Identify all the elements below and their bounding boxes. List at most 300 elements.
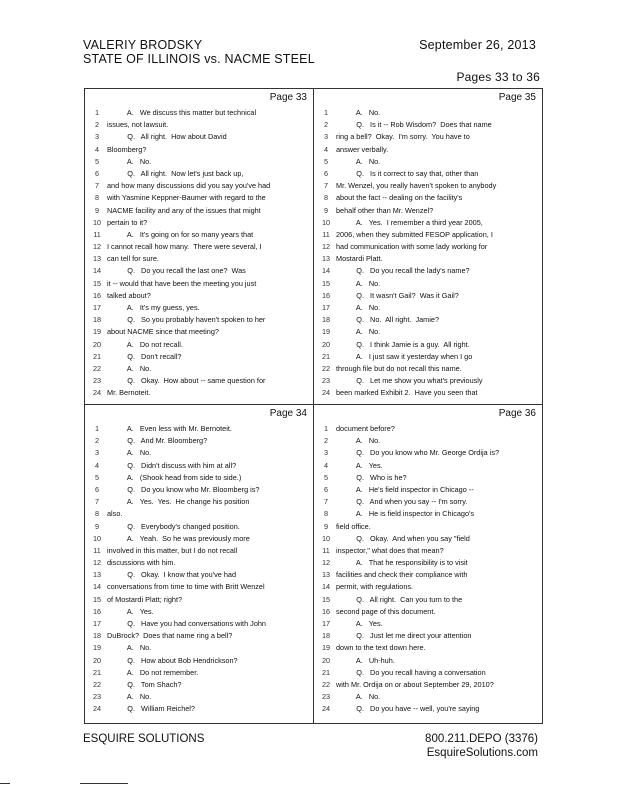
transcript-line — [85, 642, 311, 654]
transcript-panel-page-35 — [314, 89, 540, 404]
line-text: Q. Is it correct to say that, other than — [336, 168, 479, 178]
transcript-line — [85, 217, 311, 229]
line-text: Q. Do you recall having a conversation — [336, 667, 486, 677]
line-number: 3 — [323, 132, 329, 142]
line-text: second page of this document. — [336, 606, 436, 616]
transcript-line — [85, 533, 311, 545]
line-number: 9 — [94, 521, 100, 531]
transcript-line — [314, 217, 540, 229]
line-number: 20 — [321, 655, 331, 665]
transcript-line — [314, 569, 540, 581]
line-number: 11 — [322, 545, 330, 555]
line-number: 8 — [94, 509, 100, 519]
scan-mark — [80, 783, 128, 784]
line-number: 4 — [94, 144, 100, 154]
line-text: A. No. — [107, 363, 152, 373]
transcript-line — [85, 168, 311, 180]
line-text: answer verbally. — [336, 144, 389, 154]
line-text: Q. Do you know who Mr. Bloomberg is? — [107, 484, 260, 494]
line-text: with Mr. Ordija on or about September 29, 2010? — [336, 679, 494, 689]
line-number: 22 — [92, 679, 102, 689]
transcript-line — [314, 278, 540, 290]
line-text: NACME facility and any of the issues that might — [107, 205, 261, 215]
line-number: 24 — [321, 704, 331, 714]
line-text: A. No. — [336, 278, 381, 288]
line-text: with Yasmine Keppner-Baumer with regard to the — [107, 193, 266, 203]
transcript-panel-page-34 — [85, 405, 311, 720]
transcript-line — [85, 205, 311, 217]
line-number: 5 — [94, 472, 100, 482]
line-number: 23 — [321, 376, 331, 386]
line-text: Q. Okay. And when you say "field — [336, 533, 470, 543]
transcript-line — [314, 131, 540, 143]
line-number: 13 — [321, 570, 331, 580]
line-text: A. No. — [107, 448, 152, 458]
line-text: Q. Tom Shach? — [107, 679, 182, 689]
line-text: Mr. Bernoteit. — [107, 388, 151, 398]
transcript-line — [85, 606, 311, 618]
footer-website: EsquireSolutions.com — [426, 747, 538, 759]
line-number: 15 — [92, 278, 102, 288]
line-text: permit, with regulations. — [336, 582, 414, 592]
line-number: 18 — [92, 631, 102, 641]
line-number: 8 — [94, 193, 100, 203]
transcript-lines — [85, 107, 311, 400]
transcript-panel-page-36 — [314, 405, 540, 720]
line-text: conversations from time to time with Britt Wenzel — [107, 582, 265, 592]
line-text: Q. So you probably haven't spoken to her — [107, 315, 266, 325]
transcript-line — [314, 545, 540, 557]
line-text: been marked Exhibit 2. Have you seen that — [336, 388, 478, 398]
transcript-line — [85, 156, 311, 168]
line-text: about NACME since that meeting? — [107, 327, 219, 337]
line-text: A. He's field inspector in Chicago -- — [336, 484, 474, 494]
line-text: A. Yes. — [336, 619, 383, 628]
transcript-line — [314, 557, 540, 569]
line-number: 14 — [321, 582, 331, 592]
line-text: A. No. — [107, 692, 152, 702]
line-text: A. It's going on for so many years that — [107, 229, 254, 239]
line-number: 12 — [321, 558, 331, 568]
transcript-line — [314, 521, 540, 533]
line-number: 7 — [94, 181, 100, 191]
case-title: STATE OF ILLINOIS vs. NACME STEEL — [83, 52, 315, 66]
line-text: Q. Everybody's changed position. — [107, 521, 240, 531]
transcript-line — [85, 703, 311, 715]
line-text: Q. William Reichel? — [107, 704, 195, 714]
line-text: A. No. — [336, 303, 381, 312]
line-number: 12 — [321, 242, 331, 252]
transcript-line — [85, 253, 311, 265]
line-text: A. Yes. — [107, 606, 154, 616]
transcript-line — [314, 691, 540, 703]
transcript-grid — [84, 88, 543, 724]
transcript-line — [314, 265, 540, 277]
line-number: 20 — [321, 339, 331, 349]
transcript-line — [85, 581, 311, 593]
transcript-line — [314, 205, 540, 217]
transcript-line — [314, 460, 540, 472]
transcript-line — [314, 484, 540, 496]
transcript-line — [85, 229, 311, 241]
line-number: 19 — [92, 643, 102, 653]
line-text: Q. Just let me direct your attention — [336, 631, 472, 641]
line-number: 11 — [322, 229, 330, 239]
line-number: 5 — [323, 472, 329, 482]
transcript-line — [85, 351, 311, 363]
line-number: 4 — [323, 460, 329, 470]
line-number: 23 — [321, 692, 331, 702]
transcript-line — [314, 642, 540, 654]
line-text: and how many discussions did you say you've had — [107, 181, 271, 191]
line-text: A. Yes. I remember a third year 2005, — [336, 217, 483, 227]
transcript-line — [85, 180, 311, 192]
line-text: through file but do not recall this name. — [336, 363, 462, 373]
panel-page-number: Page 34 — [269, 408, 307, 419]
line-text: Q. Let me show you what's previously — [336, 376, 483, 386]
transcript-line — [85, 363, 311, 375]
line-number: 19 — [92, 327, 102, 337]
transcript-line — [314, 253, 540, 265]
transcript-line — [314, 496, 540, 508]
transcript-line — [85, 447, 311, 459]
line-text: A. Do not recall. — [107, 339, 183, 349]
line-text: A. No. — [336, 156, 381, 166]
line-text: A. We discuss this matter but technical — [107, 108, 257, 117]
line-text: A. No. — [336, 327, 381, 337]
line-text: about the fact -- dealing on the facility's — [336, 193, 463, 203]
line-text: A. No. — [336, 436, 381, 446]
line-text: Q. Who is he? — [336, 472, 407, 482]
transcript-line — [85, 423, 311, 435]
line-number: 13 — [92, 570, 102, 580]
line-number: 18 — [321, 631, 331, 641]
line-number: 9 — [323, 205, 329, 215]
line-text: Q. Do you know who Mr. George Ordija is? — [336, 448, 500, 458]
line-number: 19 — [321, 643, 331, 653]
line-number: 3 — [94, 132, 100, 142]
line-number: 6 — [94, 168, 100, 178]
line-text: Q. Do you have -- well, you're saying — [336, 704, 480, 714]
line-text: A. No. — [336, 108, 381, 117]
line-text: Q. No. All right. Jamie? — [336, 315, 440, 325]
transcript-line — [85, 387, 311, 399]
line-number: 6 — [94, 484, 100, 494]
line-text: A. Do not remember. — [107, 667, 199, 677]
scan-mark — [0, 783, 10, 784]
transcript-line — [314, 667, 540, 679]
line-number: 21 — [321, 351, 331, 361]
transcript-line — [314, 679, 540, 691]
transcript-line — [314, 581, 540, 593]
transcript-line — [85, 314, 311, 326]
line-number: 5 — [323, 156, 329, 166]
transcript-line — [314, 594, 540, 606]
transcript-line — [314, 168, 540, 180]
line-number: 8 — [323, 193, 329, 203]
line-text: ring a bell? Okay. I'm sorry. You have to — [336, 132, 470, 142]
line-text: Q. I think Jamie is a guy. All right. — [336, 339, 470, 349]
line-text: can tell for sure. — [107, 254, 159, 264]
line-number: 9 — [94, 205, 100, 215]
witness-name: VALERIY BRODSKY — [83, 38, 203, 52]
transcript-lines — [85, 423, 311, 716]
transcript-line — [314, 387, 540, 399]
line-number: 14 — [321, 266, 331, 276]
line-text: A. Yeah. So he was previously more — [107, 533, 250, 543]
line-number: 11 — [93, 545, 101, 555]
line-number: 18 — [92, 315, 102, 325]
line-number: 2 — [94, 436, 100, 446]
line-text: inspector," what does that mean? — [336, 545, 444, 555]
line-number: 21 — [92, 351, 102, 361]
line-number: 10 — [321, 533, 331, 543]
line-number: 15 — [321, 594, 331, 604]
transcript-line — [314, 119, 540, 131]
line-number: 5 — [94, 156, 100, 166]
line-number: 2 — [323, 120, 329, 130]
line-number: 2 — [323, 436, 329, 446]
footer-company: ESQUIRE SOLUTIONS — [83, 733, 205, 745]
line-text: of Mostardi Platt; right? — [107, 594, 183, 604]
transcript-line — [314, 180, 540, 192]
line-number: 4 — [323, 144, 329, 154]
line-number: 6 — [323, 168, 329, 178]
line-number: 8 — [323, 509, 329, 519]
transcript-lines — [314, 423, 540, 716]
line-number: 16 — [321, 290, 331, 300]
line-number: 15 — [92, 594, 102, 604]
transcript-line — [85, 339, 311, 351]
line-text: Q. Okay. I know that you've had — [107, 570, 237, 580]
line-number: 1 — [94, 108, 100, 117]
transcript-line — [314, 156, 540, 168]
transcript-line — [85, 545, 311, 557]
line-text: discussions with him. — [107, 558, 176, 568]
transcript-line — [85, 278, 311, 290]
line-text: it -- would that have been the meeting you just — [107, 278, 257, 288]
line-number: 13 — [92, 254, 102, 264]
line-text: A. He is field inspector in Chicago's — [336, 509, 475, 519]
footer-phone: 800.211.DEPO (3376) — [425, 733, 538, 745]
page-range: Pages 33 to 36 — [456, 70, 540, 84]
transcript-line — [85, 569, 311, 581]
line-number: 6 — [323, 484, 329, 494]
line-text: A. Even less with Mr. Bernoteit. — [107, 424, 232, 433]
line-text: A. No. — [336, 692, 381, 702]
line-text: had communication with some lady working for — [336, 242, 488, 252]
line-number: 23 — [92, 692, 102, 702]
line-text: Q. All right. Can you turn to the — [336, 594, 463, 604]
line-number: 21 — [321, 667, 331, 677]
line-text: pertain to it? — [107, 217, 148, 227]
transcript-line — [314, 290, 540, 302]
transcript-line — [85, 691, 311, 703]
transcript-line — [85, 679, 311, 691]
transcript-line — [85, 460, 311, 472]
line-text: Q. It wasn't Gail? Was it Gail? — [336, 290, 459, 300]
line-number: 9 — [323, 521, 329, 531]
transcript-line — [85, 192, 311, 204]
line-number: 4 — [94, 460, 100, 470]
transcript-line — [314, 703, 540, 715]
line-number: 19 — [321, 327, 331, 337]
line-text: DuBrock? Does that name ring a bell? — [107, 631, 233, 641]
line-text: Mostardi Platt. — [336, 254, 383, 264]
line-number: 1 — [323, 424, 329, 433]
transcript-line — [85, 496, 311, 508]
panel-page-number: Page 33 — [269, 92, 307, 103]
line-text: Q. Don't recall? — [107, 351, 182, 361]
line-number: 16 — [92, 606, 102, 616]
transcript-line — [314, 618, 540, 630]
line-text: document before? — [336, 424, 395, 433]
transcript-line — [314, 447, 540, 459]
line-text: A. No. — [107, 156, 152, 166]
line-text: Q. Okay. How about -- same question for — [107, 376, 266, 386]
transcript-line — [85, 630, 311, 642]
line-number: 13 — [321, 254, 331, 264]
transcript-line — [314, 533, 540, 545]
transcript-line — [314, 339, 540, 351]
line-number: 15 — [321, 278, 331, 288]
line-text: A. Yes. — [336, 460, 383, 470]
line-number: 16 — [321, 606, 331, 616]
line-number: 18 — [321, 315, 331, 325]
transcript-line — [85, 144, 311, 156]
line-text: Q. And Mr. Bloomberg? — [107, 436, 208, 446]
transcript-line — [85, 655, 311, 667]
transcript-line — [85, 302, 311, 314]
line-text: also. — [107, 509, 123, 519]
line-number: 16 — [92, 290, 102, 300]
line-number: 20 — [92, 655, 102, 665]
line-number: 17 — [92, 303, 102, 312]
line-number: 22 — [92, 363, 102, 373]
transcript-line — [85, 131, 311, 143]
line-text: Bloomberg? — [107, 144, 147, 154]
transcript-line — [85, 265, 311, 277]
transcript-line — [85, 594, 311, 606]
line-text: A. It's my guess, yes. — [107, 303, 200, 312]
panel-page-number: Page 35 — [498, 92, 536, 103]
transcript-line — [314, 423, 540, 435]
line-text: behalf other than Mr. Wenzel? — [336, 205, 434, 215]
line-text: facilities and check their compliance with — [336, 570, 468, 580]
line-text: Q. Do you recall the lady's name? — [336, 266, 470, 276]
transcript-line — [85, 618, 311, 630]
line-text: A. (Shook head from side to side.) — [107, 472, 242, 482]
line-number: 23 — [92, 376, 102, 386]
line-number: 12 — [92, 242, 102, 252]
line-text: I cannot recall how many. There were several, I — [107, 242, 262, 252]
line-text: Q. All right. How about David — [107, 132, 227, 142]
line-number: 20 — [92, 339, 102, 349]
transcript-line — [314, 326, 540, 338]
transcript-line — [314, 241, 540, 253]
line-text: field office. — [336, 521, 371, 531]
transcript-line — [314, 229, 540, 241]
line-number: 22 — [321, 363, 331, 373]
transcript-line — [85, 667, 311, 679]
transcript-line — [314, 375, 540, 387]
transcript-line — [314, 472, 540, 484]
line-text: involved in this matter, but I do not recall — [107, 545, 238, 555]
line-number: 21 — [92, 667, 102, 677]
transcript-line — [85, 107, 311, 119]
line-number: 24 — [321, 388, 331, 398]
line-number: 7 — [323, 497, 329, 507]
transcript-line — [85, 508, 311, 520]
transcript-line — [314, 107, 540, 119]
transcript-line — [314, 630, 540, 642]
transcript-line — [85, 119, 311, 131]
line-text: A. No. — [107, 643, 152, 653]
transcript-line — [85, 557, 311, 569]
line-number: 22 — [321, 679, 331, 689]
line-text: A. That he responsibility is to visit — [336, 558, 468, 568]
line-number: 1 — [94, 424, 100, 433]
transcript-line — [314, 302, 540, 314]
line-number: 1 — [323, 108, 329, 117]
transcript-line — [85, 326, 311, 338]
transcript-line — [314, 655, 540, 667]
line-number: 10 — [92, 217, 102, 227]
transcript-line — [314, 144, 540, 156]
transcript-line — [85, 521, 311, 533]
transcript-line — [85, 435, 311, 447]
line-number: 12 — [92, 558, 102, 568]
line-number: 17 — [321, 619, 331, 628]
line-text: Q. Is it -- Rob Wisdom? Does that name — [336, 120, 492, 130]
line-text: Q. Do you recall the last one? Was — [107, 266, 246, 276]
line-text: Q. All right. Now let's just back up, — [107, 168, 244, 178]
transcript-line — [314, 606, 540, 618]
transcript-line — [85, 472, 311, 484]
transcript-line — [314, 508, 540, 520]
line-text: talked about? — [107, 290, 151, 300]
line-number: 10 — [92, 533, 102, 543]
line-number: 7 — [323, 181, 329, 191]
transcript-line — [314, 363, 540, 375]
line-text: Q. Have you had conversations with John — [107, 619, 266, 628]
line-number: 10 — [321, 217, 331, 227]
line-number: 3 — [94, 448, 100, 458]
line-number: 7 — [94, 497, 100, 507]
line-number: 14 — [92, 266, 102, 276]
transcript-line — [314, 351, 540, 363]
line-text: A. Yes. Yes. He change his position — [107, 497, 250, 507]
transcript-line — [85, 375, 311, 387]
transcript-line — [314, 435, 540, 447]
line-text: A. I just saw it yesterday when I go — [336, 351, 473, 361]
transcript-line — [85, 290, 311, 302]
line-text: Mr. Wenzel, you really haven't spoken to anybody — [336, 181, 497, 191]
transcript-line — [314, 192, 540, 204]
line-number: 2 — [94, 120, 100, 130]
line-number: 14 — [92, 582, 102, 592]
line-number: 24 — [92, 388, 102, 398]
line-number: 17 — [321, 303, 331, 312]
line-number: 24 — [92, 704, 102, 714]
line-number: 11 — [93, 229, 101, 239]
line-text: Q. Didn't discuss with him at all? — [107, 460, 237, 470]
transcript-lines — [314, 107, 540, 400]
line-text: issues, not lawsuit. — [107, 120, 169, 130]
line-text: A. Uh-huh. — [336, 655, 395, 665]
line-number: 3 — [323, 448, 329, 458]
line-number: 17 — [92, 619, 102, 628]
